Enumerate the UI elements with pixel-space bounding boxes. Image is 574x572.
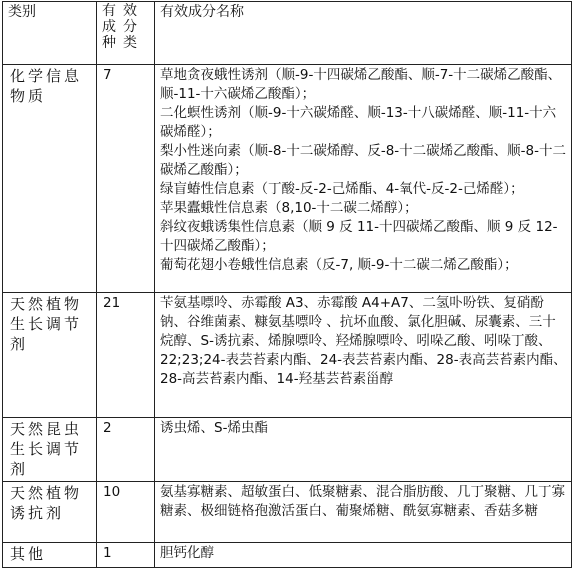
ingredient-entry: 苹果蠹蛾性信息素（8,10-十二碳二烯醇）； (160, 200, 418, 216)
category-cell: 天然昆虫生长调节剂 (3, 418, 97, 482)
names-cell (155, 418, 572, 482)
names-cell (155, 543, 572, 568)
ingredient-entry: 梨小性迷向素（顺-8-十二碳烯醇、反-8-十二碳烯乙酸酯、顺-8-十二碳烯乙酸酯）； (160, 143, 566, 178)
table-row (3, 482, 572, 543)
ingredient-entry: 斜纹夜蛾诱集性信息素（顺 9 反 11-十四碳烯乙酸酯、顺 9 反 12-十四碳烯乙酸酯）； (160, 219, 558, 254)
table-row (3, 543, 572, 568)
category-cell: 化学信息物质 (3, 65, 97, 293)
table-row (3, 293, 572, 418)
count-cell: 21 (97, 293, 155, 418)
header-names: 有效成分名称 (155, 2, 572, 65)
ingredient-entry: 葡萄花翅小卷蛾性信息素（反-7, 顺-9-十二碳二烯乙酸酯）； (160, 257, 518, 273)
ingredient-entry: 氨基寡糖素、超敏蛋白、低聚糖素、混合脂肪酸、几丁聚糖、几丁寡糖素、极细链格孢激活蛋白、葡聚烯糖、酰氨寡糖素、香菇多糖 (160, 484, 565, 519)
ingredient-entry: 胆钙化醇 (160, 545, 214, 561)
ingredient-entry: 草地贪夜蛾性诱剂（顺-9-十四碳烯乙酸酯、顺-7-十二碳烯乙酸酯、顺-11-十六碳烯乙酸酯）； (160, 67, 562, 102)
names-cell (155, 293, 572, 418)
ingredient-entry: 二化螟性诱剂（顺-9-十六碳烯醛、顺-13-十八碳烯醛、顺-11-十六碳烯醛）； (160, 105, 557, 140)
header-category: 类别 (3, 2, 97, 65)
count-cell: 10 (97, 482, 155, 543)
count-cell: 2 (97, 418, 155, 482)
names-cell (155, 482, 572, 543)
category-cell: 其他 (3, 543, 97, 568)
header-count: 有效成分种类 (97, 2, 155, 65)
ingredient-entry: 绿盲蝽性信息素（丁酸-反-2-己烯酯、4-氧代-反-2-己烯醛）； (160, 181, 524, 197)
ingredient-entry: 诱虫烯、S-烯虫酯 (160, 420, 268, 436)
active-ingredients-table (2, 1, 572, 568)
table-row (3, 418, 572, 482)
table-row (3, 65, 572, 293)
count-cell: 7 (97, 65, 155, 293)
category-cell: 天然植物生长调节剂 (3, 293, 97, 418)
table-header-row (3, 2, 572, 65)
names-cell (155, 65, 572, 293)
ingredient-entry: 苄氨基嘌呤、赤霉酸 A3、赤霉酸 A4+A7、二氢卟吩铁、复硝酚钠、谷维菌素、糠氨基嘌呤 、抗坏血酸、氯化胆碱、尿囊素、三十烷醇、S-诱抗素、烯腺嘌呤、羟烯腺嘌呤、吲哚乙酸、吲哚丁酸、22;23;24-表芸苔素内酯、24-表芸苔素内酯、28-表高芸苔素内酯、28-高芸苔素内酯、14-羟基芸苔素甾醇 (160, 295, 567, 387)
category-cell: 天然植物诱抗剂 (3, 482, 97, 543)
count-cell: 1 (97, 543, 155, 568)
